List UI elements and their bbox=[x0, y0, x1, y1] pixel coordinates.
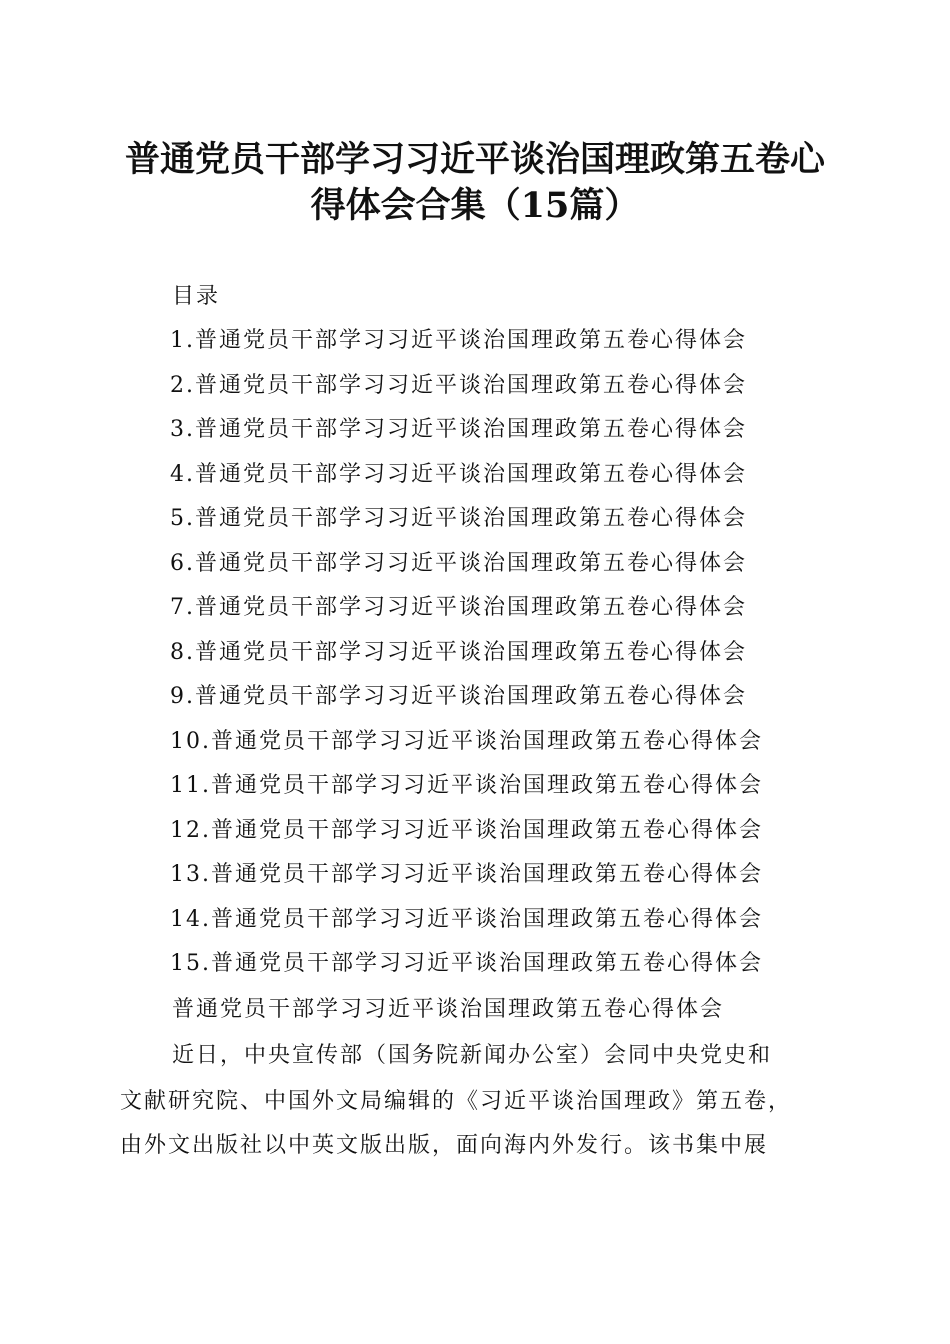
section-title: 普通党员干部学习习近平谈治国理政第五卷心得体会 bbox=[172, 997, 725, 1022]
paragraph-line: 由外文出版社以中英文版出版，面向海内外发行。该书集中展 bbox=[120, 1133, 769, 1158]
toc-item: 8.普通党员干部学习习近平谈治国理政第五卷心得体会 bbox=[170, 639, 747, 665]
toc-item: 13.普通党员干部学习习近平谈治国理政第五卷心得体会 bbox=[170, 862, 763, 887]
toc-item: 10.普通党员干部学习习近平谈治国理政第五卷心得体会 bbox=[170, 728, 763, 754]
document-title-line-2: 得体会合集（15篇） bbox=[310, 185, 640, 226]
toc-heading: 目录 bbox=[172, 284, 221, 309]
toc-item: 9.普通党员干部学习习近平谈治国理政第五卷心得体会 bbox=[170, 684, 747, 709]
toc-item: 1.普通党员干部学习习近平谈治国理政第五卷心得体会 bbox=[170, 328, 747, 353]
toc-item: 15.普通党员干部学习习近平谈治国理政第五卷心得体会 bbox=[170, 951, 763, 976]
toc-item: 11.普通党员干部学习习近平谈治国理政第五卷心得体会 bbox=[170, 773, 763, 798]
toc-item: 14.普通党员干部学习习近平谈治国理政第五卷心得体会 bbox=[170, 906, 763, 932]
paragraph-line: 文献研究院、中国外文局编辑的《习近平谈治国理政》第五卷， bbox=[120, 1089, 793, 1114]
toc-item: 5.普通党员干部学习习近平谈治国理政第五卷心得体会 bbox=[170, 506, 747, 531]
toc-item: 7.普通党员干部学习习近平谈治国理政第五卷心得体会 bbox=[170, 595, 747, 620]
document-title-line-1: 普通党员干部学习习近平谈治国理政第五卷心 bbox=[124, 139, 825, 180]
paragraph-line: 近日，中央宣传部（国务院新闻办公室）会同中央党史和 bbox=[172, 1043, 773, 1068]
toc-item: 12.普通党员干部学习习近平谈治国理政第五卷心得体会 bbox=[170, 817, 763, 843]
table-of-contents bbox=[170, 326, 763, 994]
toc-item: 3.普通党员干部学习习近平谈治国理政第五卷心得体会 bbox=[170, 417, 747, 442]
toc-item: 4.普通党员干部学习习近平谈治国理政第五卷心得体会 bbox=[170, 461, 747, 487]
toc-item: 6.普通党员干部学习习近平谈治国理政第五卷心得体会 bbox=[170, 550, 747, 576]
toc-item: 2.普通党员干部学习习近平谈治国理政第五卷心得体会 bbox=[170, 372, 747, 398]
